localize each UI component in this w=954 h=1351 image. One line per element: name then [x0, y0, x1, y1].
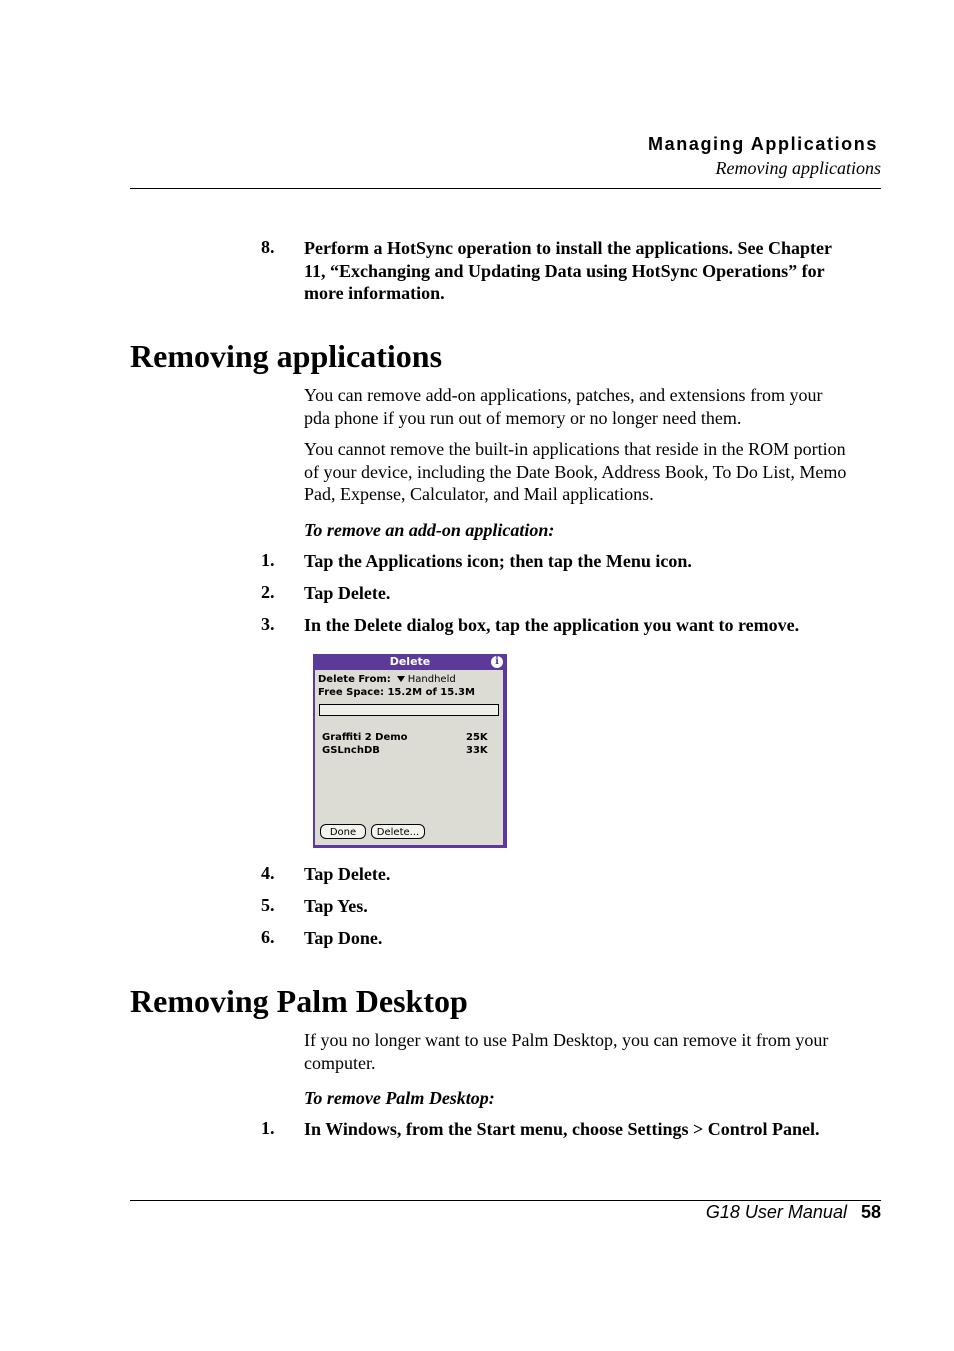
step-text: Tap Delete.	[304, 864, 391, 884]
running-header-section: Removing applications	[715, 158, 881, 178]
header-rule	[130, 188, 881, 189]
step-number: 1.	[261, 550, 275, 570]
step-text: Tap Yes.	[304, 896, 368, 916]
app-size: 25K	[466, 732, 488, 743]
step-number: 6.	[261, 927, 275, 947]
paragraph-line: computer.	[304, 1052, 376, 1073]
footer-manual-title: G18 User Manual	[705, 1202, 847, 1222]
footer	[706, 1202, 881, 1223]
paragraph-line: You can remove add-on applications, patches, and extensions from your	[304, 385, 823, 405]
dialog-title: Delete	[389, 655, 431, 668]
step-line: more information.	[304, 283, 445, 303]
paragraph-line: You cannot remove the built-in applications that reside in the ROM portion	[304, 439, 846, 459]
page-number: 58	[860, 1202, 881, 1222]
step-number: 3.	[261, 614, 275, 634]
app-size: 33K	[466, 745, 488, 756]
procedure-heading: To remove Palm Desktop:	[304, 1088, 495, 1108]
delete-from-label: Delete From:	[318, 674, 391, 685]
step-line: Perform a HotSync operation to install the applications. See Chapter	[304, 238, 832, 258]
info-icon[interactable]: i	[491, 656, 503, 668]
body-paragraph	[304, 438, 884, 506]
app-list-item[interactable]: GSLnchDB	[322, 745, 380, 756]
delete-from-picker[interactable]	[391, 674, 456, 685]
app-list-item[interactable]: Graffiti 2 Demo	[322, 732, 408, 743]
section-heading: Removing applications	[130, 338, 443, 374]
section-heading: Removing Palm Desktop	[130, 983, 468, 1019]
dialog-body	[315, 670, 503, 845]
dropdown-triangle-icon	[397, 676, 405, 682]
running-header-chapter: Managing Applications	[648, 134, 878, 154]
memory-bar	[319, 704, 499, 716]
step-text: In the Delete dialog box, tap the application you want to remove.	[304, 615, 800, 635]
step-text: Tap Delete.	[304, 583, 391, 603]
body-paragraph	[304, 1029, 884, 1074]
delete-from-value: Handheld	[407, 674, 456, 685]
paragraph-line: of your device, including the Date Book, Address Book, To Do List, Memo	[304, 461, 847, 482]
step-text: Tap Done.	[304, 928, 383, 948]
delete-dialog-screenshot	[313, 654, 507, 848]
delete-from-row	[318, 674, 456, 685]
paragraph-line: Pad, Expense, Calculator, and Mail applications.	[304, 484, 654, 504]
footer-rule	[130, 1200, 881, 1201]
step-number: 1.	[261, 1118, 275, 1138]
step-line: 11, “Exchanging and Updating Data using HotSync Operations” for	[304, 260, 825, 281]
body-paragraph	[304, 384, 884, 429]
procedure-heading: To remove an add-on application:	[304, 520, 555, 540]
free-space-label: Free Space: 15.2M of 15.3M	[318, 687, 475, 698]
step-number: 8.	[261, 237, 275, 257]
step-number: 4.	[261, 863, 275, 883]
step-text: Tap the Applications icon; then tap the Menu icon.	[304, 551, 692, 571]
paragraph-line: If you no longer want to use Palm Desktop, you can remove it from your	[304, 1030, 829, 1050]
paragraph-line: pda phone if you run out of memory or no longer need them.	[304, 407, 742, 428]
delete-button[interactable]: Delete...	[371, 824, 425, 839]
step-text: In Windows, from the Start menu, choose Settings > Control Panel.	[304, 1119, 820, 1139]
done-button[interactable]: Done	[320, 824, 366, 839]
step-number: 5.	[261, 895, 275, 915]
step-text	[304, 237, 832, 305]
step-number: 2.	[261, 582, 275, 602]
